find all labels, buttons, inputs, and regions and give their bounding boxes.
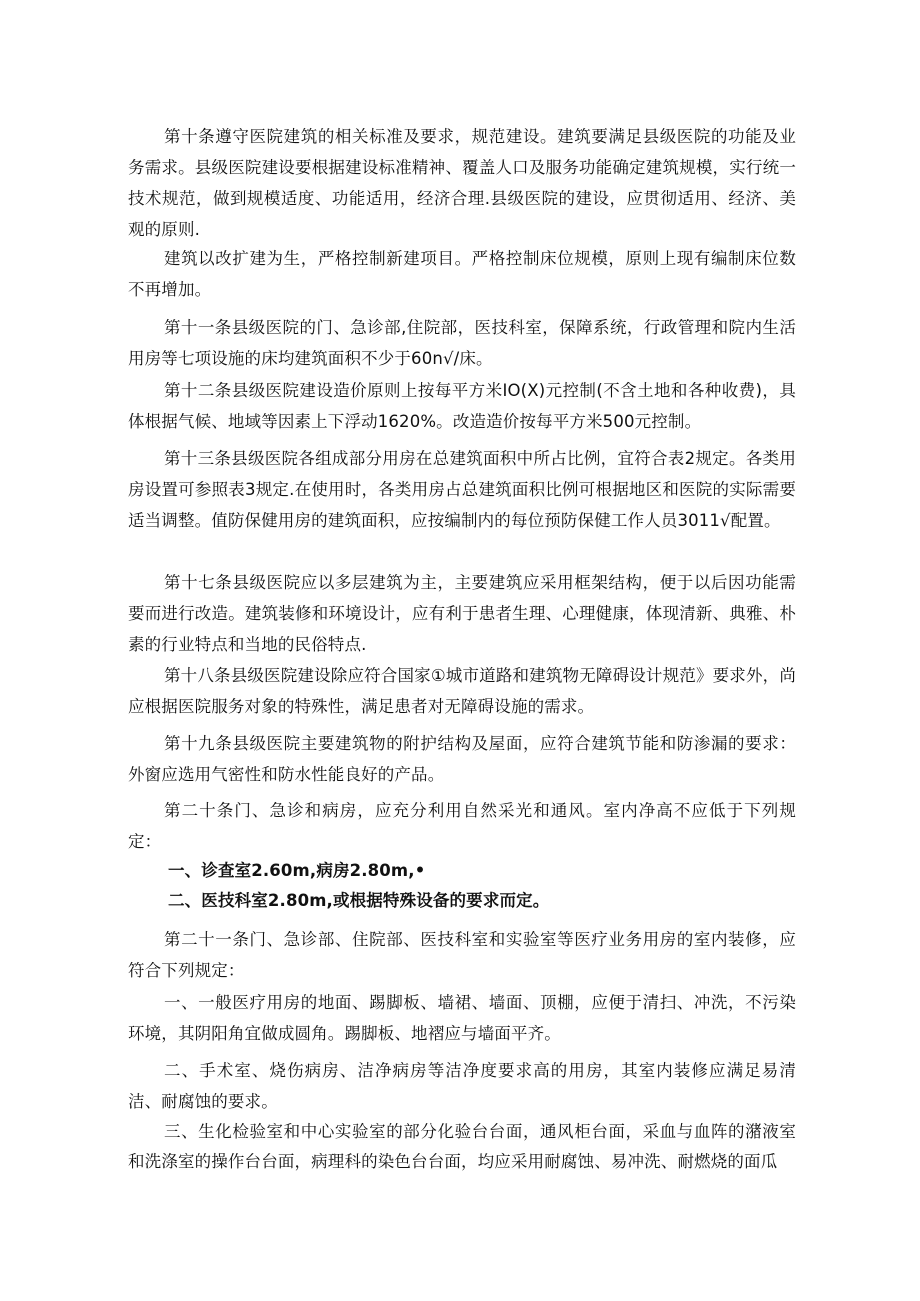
- list-item-article-20-1: 一、诊查室2.60m,病房2.80m,•: [168, 861, 426, 880]
- paragraph-expansion-principle: 建筑以改扩建为生，严格控制新建项目。严格控制床位规模，原则上现有编制床位数不再增加。: [128, 249, 796, 299]
- paragraph-article-20: 第二十条门、急诊和病房，应充分利用自然采光和通风。室内净高不应低于下列规定：: [128, 801, 796, 851]
- paragraph-article-10: 第十条遵守医院建筑的相关标准及要求，规范建设。建筑要满足县级医院的功能及业务需求。县级医院建设要根据建设标准精神、覆盖人口及服务功能确定建筑规模，实行统一技术规范，做到规模适度、功能适用，经济合理.县级医院的建设，应贯彻适用、经济、美观的原则.: [128, 127, 796, 239]
- paragraph-article-18: 第十八条县级医院建设除应符合国家①城市道路和建筑物无障碍设计规范》要求外，尚应根据医院服务对象的特殊性，满足患者对无障碍设施的需求。: [128, 666, 796, 716]
- list-item-article-21-3: 三、生化检验室和中心实验室的部分化验台台面，通风柜台面，采血与血阵的潴液室和洗涤室的操作台台面，病理科的染色台台面，均应采用耐腐蚀、易冲洗、耐燃烧的面瓜: [128, 1122, 796, 1171]
- list-item-article-21-1: 一、一般医疗用房的地面、踢脚板、墙裙、墙面、顶棚，应便于清扫、冲洗，不污染环境，其阴阳角宜做成圆角。踢脚板、地褶应与墙面平齐。: [128, 993, 796, 1043]
- paragraph-article-13: 第十三条县级医院各组成部分用房在总建筑面积中所占比例，宜符合表2规定。各类用房设置可参照表3规定.在使用时，各类用房占总建筑面积比例可根据地区和医院的实际需要适当调整。值防保健用房的建筑面积，应按编制内的每位预防保健工作人员3011√配置。: [128, 449, 796, 530]
- list-item-article-20-2: 二、医技科室2.80m,或根据特殊设备的要求而定。: [168, 891, 550, 910]
- paragraph-article-19: 第十九条县级医院主要建筑物的附护结构及屋面，应符合建筑节能和防渗漏的要求：外窗应选用气密性和防水性能良好的产品。: [128, 734, 796, 784]
- paragraph-article-12: 第十二条县级医院建设造价原则上按每平方米IO(X)元控制(不含土地和各种收费)，具体根据气候、地域等因素上下浮动1620%。改造造价按每平方米500元控制。: [128, 381, 796, 431]
- paragraph-article-21: 第二十一条门、急诊部、住院部、医技科室和实验室等医疗业务用房的室内装修，应符合下列规定：: [128, 930, 796, 980]
- paragraph-article-11: 第十一条县级医院的门、急诊部,住院部，医技科室，保障系统，行政管理和院内生活用房等七项设施的床均建筑面积不少于60n√/床。: [128, 318, 796, 368]
- paragraph-article-17: 第十七条县级医院应以多层建筑为主，主要建筑应采用框架结构，便于以后因功能需要而进行改造。建筑装修和环境设计，应有利于患者生理、心理健康，体现清新、典雅、朴素的行业特点和当地的民俗特点.: [128, 573, 796, 654]
- list-item-article-21-2: 二、手术室、烧伤病房、洁净病房等洁净度要求高的用房，其室内装修应满足易清洁、耐腐蚀的要求。: [128, 1061, 796, 1111]
